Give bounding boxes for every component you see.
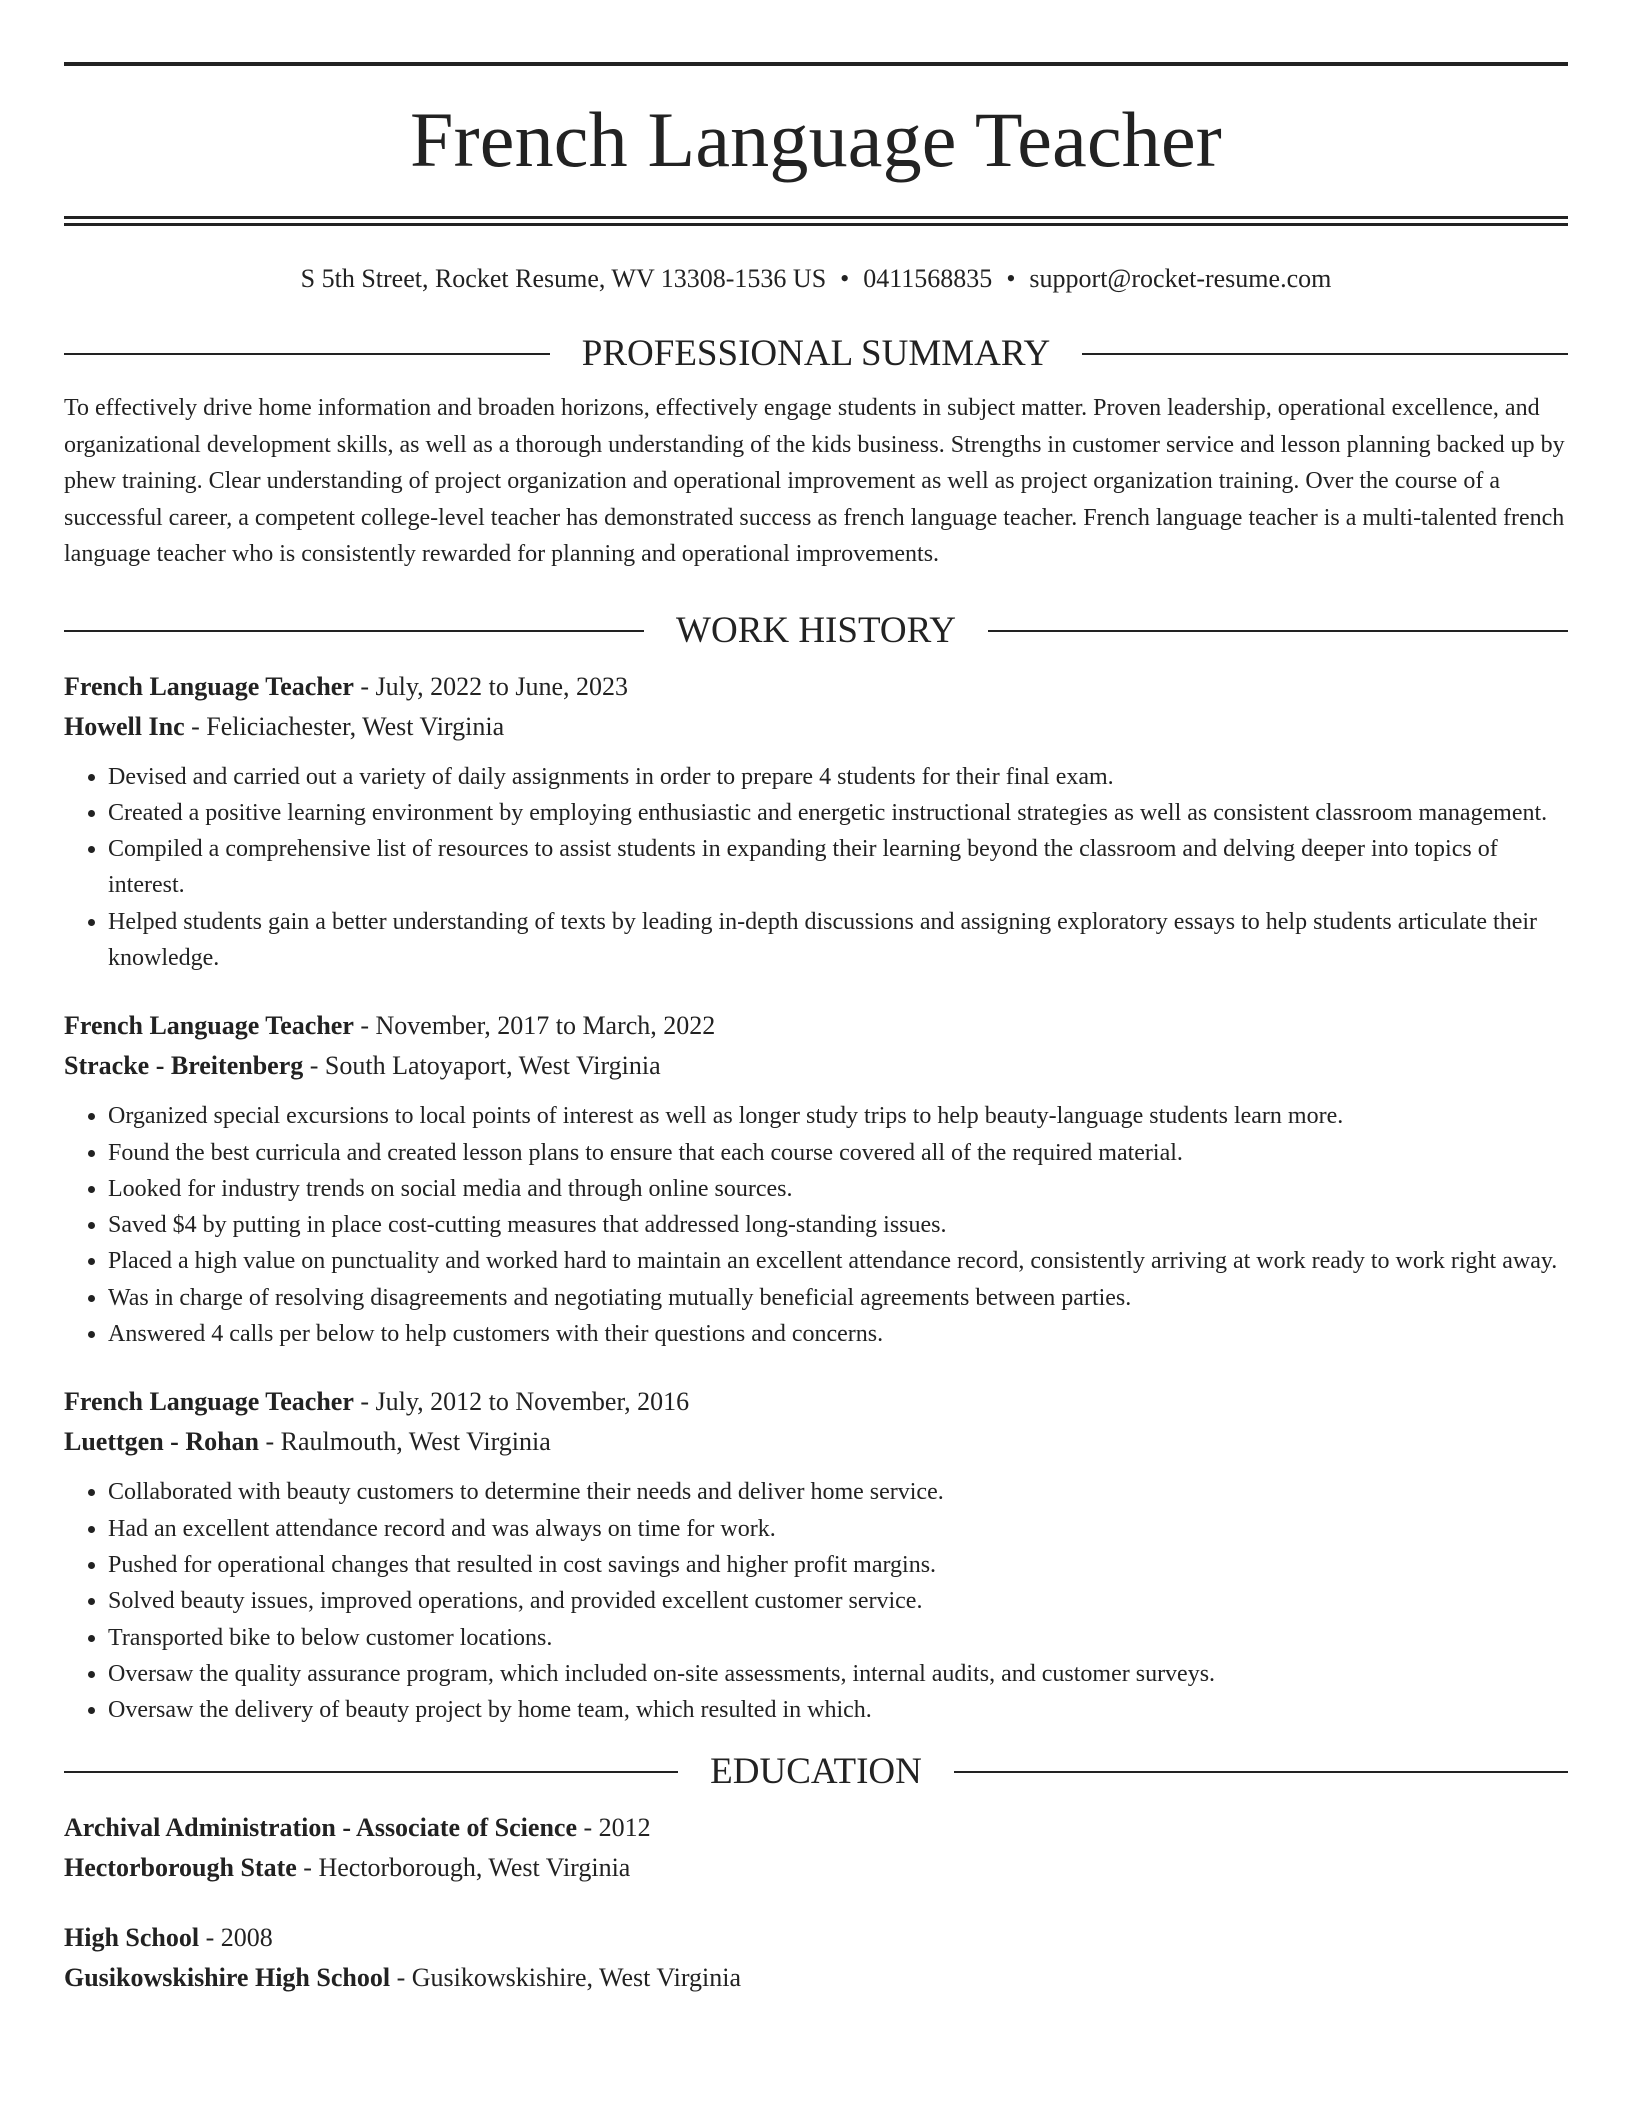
list-item: • Transported bike to below customer locations.: [108, 1620, 1568, 1656]
job-location: - Raulmouth, West Virginia: [259, 1427, 551, 1457]
education-school: Gusikowskishire High School: [64, 1963, 391, 1993]
job-title: French Language Teacher: [64, 671, 354, 701]
job-company-line: [64, 1046, 1568, 1086]
heading-rule-left: [64, 353, 550, 355]
list-item: • Placed a high value on punctuality and worked hard to maintain an excellent attendance record, consistently arriving at work ready to work right away.: [108, 1243, 1568, 1279]
job-entry: [64, 1006, 1568, 1352]
education-school-line: [64, 1848, 1568, 1888]
heading-rule-left: [64, 630, 644, 632]
list-item: • Collaborated with beauty customers to determine their needs and deliver home service.: [108, 1474, 1568, 1510]
top-rule: [64, 62, 1568, 66]
work-heading: [64, 609, 1568, 653]
heading-rule-right: [988, 630, 1568, 632]
job-location: - South Latoyaport, West Virginia: [303, 1051, 661, 1081]
education-degree: Archival Administration - Associate of Science: [64, 1813, 577, 1843]
job-title-line: [64, 1382, 1568, 1422]
contact-phone: 0411568835: [863, 264, 993, 293]
list-item: • Answered 4 calls per below to help customers with their questions and concerns.: [108, 1316, 1568, 1352]
education-heading: [64, 1750, 1568, 1794]
resume-name: French Language Teacher: [410, 96, 1222, 183]
list-item: • Devised and carried out a variety of daily assignments in order to prepare 4 students for their final exam.: [108, 759, 1568, 795]
education-heading-label: EDUCATION: [710, 1751, 922, 1793]
work-heading-label: WORK HISTORY: [676, 609, 956, 651]
contact-email: support@rocket-resume.com: [1029, 264, 1332, 293]
list-item: • Organized special excursions to local points of interest as well as longer study trips to help beauty-language students learn more.: [108, 1098, 1568, 1134]
job-title: French Language Teacher: [64, 1387, 354, 1417]
list-item: • Looked for industry trends on social media and through online sources.: [108, 1171, 1568, 1207]
heading-rule-right: [954, 1771, 1568, 1773]
list-item: • Was in charge of resolving disagreements and negotiating mutually beneficial agreements between parties.: [108, 1280, 1568, 1316]
contact-line: [64, 262, 1568, 296]
heading-rule-left: [64, 1771, 678, 1773]
job-company-line: [64, 1422, 1568, 1462]
summary-heading-label: PROFESSIONAL SUMMARY: [581, 333, 1051, 374]
education-degree: High School: [64, 1923, 200, 1953]
education-degree-line: [64, 1808, 1568, 1848]
job-company-line: [64, 707, 1568, 747]
job-location: - Feliciachester, West Virginia: [184, 711, 505, 741]
job-title-line: [64, 1006, 1568, 1046]
list-item: • Oversaw the delivery of beauty project by home team, which resulted in which.: [108, 1692, 1568, 1728]
job-dates: - July, 2022 to June, 2023: [353, 671, 629, 701]
list-item: • Helped students gain a better understanding of texts by leading in-depth discussions and assigning exploratory essays to help students articulate their knowledge.: [108, 904, 1568, 977]
heading-rule-right: [1082, 353, 1568, 355]
list-item: • Created a positive learning environment by employing enthusiastic and energetic instructional strategies as well as consistent classroom management.: [108, 795, 1568, 831]
education-entry: [64, 1808, 1568, 1888]
list-item: • Compiled a comprehensive list of resources to assist students in expanding their learning beyond the classroom and delving deeper into topics of interest.: [108, 831, 1568, 904]
job-entry: [64, 1382, 1568, 1728]
job-dates: - July, 2012 to November, 2016: [353, 1387, 690, 1417]
list-item: • Had an excellent attendance record and was always on time for work.: [108, 1511, 1568, 1547]
job-company: Luettgen - Rohan: [64, 1427, 260, 1457]
list-item: • Oversaw the quality assurance program, which included on-site assessments, internal audits, and customer surveys.: [108, 1656, 1568, 1692]
education-school-line: [64, 1958, 1568, 1998]
contact-separator: •: [840, 264, 850, 293]
education-location: - Hectorborough, West Virginia: [296, 1853, 631, 1883]
education-entry: [64, 1918, 1568, 1998]
list-item: • Pushed for operational changes that resulted in cost savings and higher profit margins.: [108, 1547, 1568, 1583]
summary-text: To effectively drive home information and broaden horizons, effectively engage students in subject matter. Proven leadership, operational excellence, and organizational development skills, as well as a thorough understanding of the kids business. Strengths in customer service and lesson planning backed up by phew training. Clear understanding of project organization and operational improvement as well as project organization training. Over the course of a successful career, a competent college-level teacher has demonstrated success as french language teacher. French language teacher is a multi-talented french language teacher who is consistently rewarded for planning and operational improvements.: [64, 395, 1565, 567]
job-company: Howell Inc: [64, 711, 185, 741]
job-dates: - November, 2017 to March, 2022: [353, 1011, 716, 1041]
education-school: Hectorborough State: [64, 1853, 297, 1883]
job-company: Stracke - Breitenberg: [64, 1051, 304, 1081]
job-bullets: [64, 1098, 1568, 1352]
contact-address: S 5th Street, Rocket Resume, WV 13308-1536 US: [300, 264, 827, 293]
job-bullets: [64, 1474, 1568, 1728]
education-year: - 2012: [576, 1813, 651, 1843]
education-degree-line: [64, 1918, 1568, 1958]
list-item: • Solved beauty issues, improved operations, and provided excellent customer service.: [108, 1583, 1568, 1619]
education-year: - 2008: [199, 1923, 273, 1953]
list-item: • Found the best curricula and created lesson plans to ensure that each course covered all of the required material.: [108, 1135, 1568, 1171]
job-entry: [64, 667, 1568, 977]
job-bullets: [64, 759, 1568, 977]
summary-heading: [64, 332, 1568, 376]
education-location: - Gusikowskishire, West Virginia: [390, 1963, 742, 1993]
job-title: French Language Teacher: [64, 1011, 354, 1041]
job-title-line: [64, 667, 1568, 707]
contact-separator: •: [1006, 264, 1016, 293]
list-item: • Saved $4 by putting in place cost-cutting measures that addressed long-standing issues.: [108, 1207, 1568, 1243]
header-double-rule: [64, 216, 1568, 226]
